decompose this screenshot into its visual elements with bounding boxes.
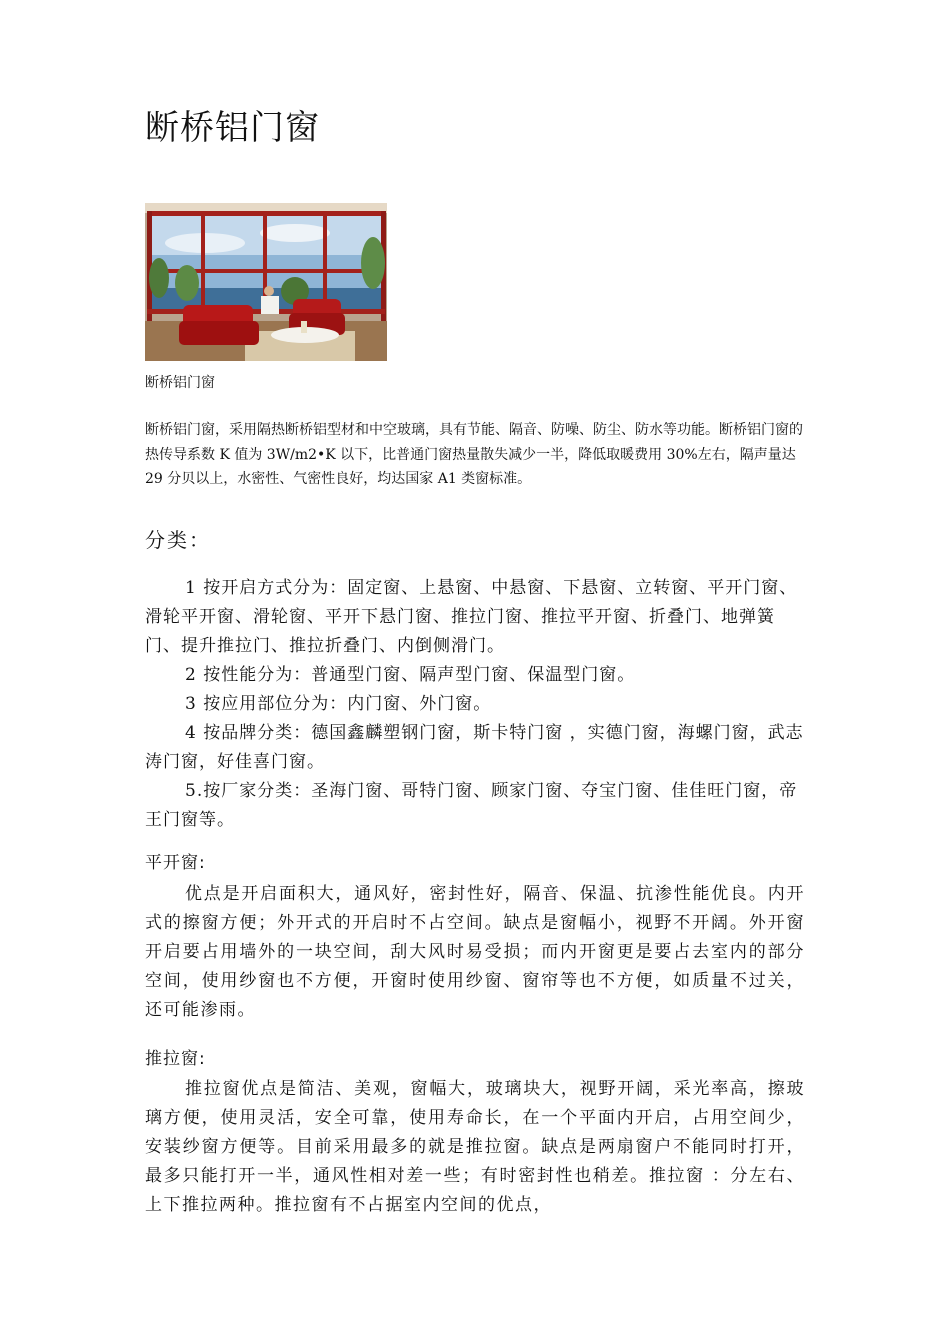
sliding-paragraph: 推拉窗优点是简洁、美观，窗幅大，玻璃块大，视野开阔，采光率高，擦玻璃方便，使用灵活，安全可靠，使用寿命长，在一个平面内开启，占用空间少，安装纱窗方便等。目前采用最多的就是推拉窗。缺点是两扇窗户不能同时打开，最多只能打开一半，通风性相对差一些；有时密封性也稍差。推拉窗 ：分左右、上下推拉两种。推拉窗有不占据室内空间的优点， bbox=[145, 1079, 805, 1215]
list-item: 2 按性能分为：普通型门窗、隔声型门窗、保温型门窗。 bbox=[185, 665, 636, 685]
classification-list bbox=[145, 574, 810, 835]
page-title: 断桥铝门窗 bbox=[145, 108, 320, 148]
intro-paragraph: 断桥铝门窗，采用隔热断桥铝型材和中空玻璃，具有节能、隔音、防噪、防尘、防水等功能。断桥铝门窗的热传导系数 K 值为 3W/m2•K 以下，比普通门窗热量散失减少一半，降低取暖费用 30%左右，隔声量达 29 分贝以上，水密性、气密性良好，均达国家 A1 类窗标准。 bbox=[145, 422, 803, 487]
list-item: 1 按开启方式分为：固定窗、上悬窗、中悬窗、下悬窗、立转窗、平开门窗、滑轮平开窗、滑轮窗、平开下悬门窗、推拉门窗、推拉平开窗、折叠门、地弹簧门、提升推拉门、推拉折叠门、内倒侧滑门。 bbox=[145, 578, 798, 656]
casement-heading: 平开窗: bbox=[145, 853, 206, 873]
living-room-window-photo bbox=[145, 203, 387, 361]
list-item: 5.按厂家分类：圣海门窗、哥特门窗、顾家门窗、夺宝门窗、佳佳旺门窗，帝王门窗等。 bbox=[145, 781, 798, 830]
casement-paragraph: 优点是开启面积大，通风好，密封性好，隔音、保温、抗渗性能优良。内开式的擦窗方便；外开式的开启时不占空间。缺点是窗幅小，视野不开阔。外开窗开启要占用墙外的一块空间，刮大风时易受损；而内开窗更是要占去室内的部分空间，使用纱窗也不方便，开窗时使用纱窗、窗帘等也不方便，如质量不过关，还可能渗雨。 bbox=[145, 884, 805, 1020]
classification-heading: 分类： bbox=[145, 528, 211, 552]
list-item: 4 按品牌分类：德国鑫麟塑钢门窗，斯卡特门窗 ，实德门窗，海螺门窗，武志涛门窗，好佳喜门窗。 bbox=[145, 723, 804, 772]
sliding-heading: 推拉窗: bbox=[145, 1049, 206, 1069]
list-item: 3 按应用部位分为：内门窗、外门窗。 bbox=[185, 694, 492, 714]
figure-caption: 断桥铝门窗 bbox=[145, 375, 215, 391]
